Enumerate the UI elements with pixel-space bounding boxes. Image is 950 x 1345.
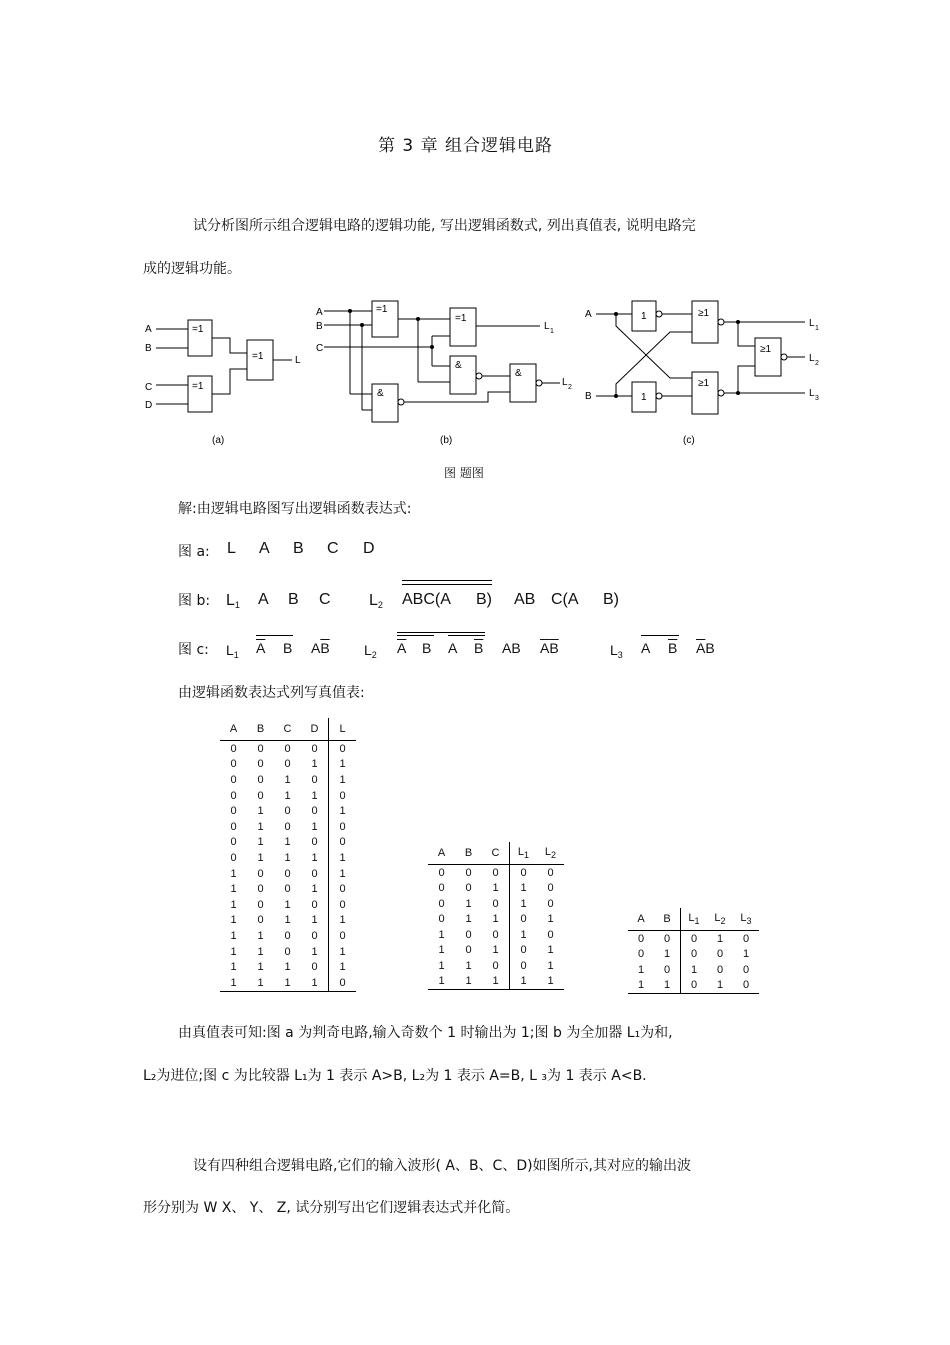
column-header: L — [329, 718, 357, 741]
fig-c-nor1-label: ≥1 — [698, 308, 710, 319]
fig-c-l2-overline-right — [448, 635, 485, 636]
circuit-diagram-c — [580, 296, 830, 450]
fig-b-expr1-b: B — [288, 591, 299, 608]
table-cell: 1 — [438, 928, 445, 941]
table-row — [428, 927, 564, 943]
column-header: B — [654, 908, 681, 931]
table-cell: 0 — [230, 773, 237, 786]
fig-c-output-l3-sub: 3 — [815, 395, 819, 402]
truth-table-a — [220, 718, 356, 992]
fig-b-expr1-a: A — [258, 591, 269, 608]
table-cell: 0 — [742, 932, 750, 945]
column-header: $L_2$ — [707, 908, 733, 931]
fig-c-l1-overline — [256, 635, 293, 636]
table-row — [428, 896, 564, 912]
truth-table-intro: 由逻辑函数表达式列写真值表: — [178, 685, 365, 701]
table-cell: 0 — [465, 944, 472, 957]
table-cell: 1 — [284, 914, 291, 927]
table-cell: 0 — [230, 836, 237, 849]
table-cell: 1 — [284, 836, 291, 849]
table-row — [220, 772, 356, 788]
fig-c-l3-a: A — [641, 640, 651, 656]
fig-c-l3-term2: $\overline{A}B$ — [696, 640, 715, 656]
table-cell: 1 — [257, 945, 264, 958]
fig-b-expr2-term1-tail: B) — [476, 591, 492, 608]
table-row — [220, 928, 356, 944]
table-cell: 1 — [329, 850, 357, 866]
table-cell: 0 — [681, 947, 708, 963]
fig-b-expr2-overline-outer — [402, 580, 492, 581]
fig-c-caption: (c) — [683, 435, 695, 446]
circuit-diagram-a — [140, 310, 310, 450]
table-cell: 0 — [311, 929, 318, 942]
fig-c-input-a: A — [585, 309, 592, 320]
table-cell: 1 — [482, 974, 510, 990]
table-row — [220, 959, 356, 975]
table-cell: 0 — [637, 932, 645, 945]
table-cell: 1 — [547, 913, 554, 926]
table-cell: 1 — [329, 772, 357, 788]
table-cell: 1 — [284, 898, 291, 911]
figure-caption: 图 题图 — [444, 466, 484, 480]
fig-c-output-l1-sub: 1 — [815, 325, 819, 332]
solution-intro: 解:由逻辑电路图写出逻辑函数表达式: — [178, 501, 412, 517]
fig-a-expr-l: L — [227, 540, 236, 557]
table-cell: 0 — [329, 741, 357, 757]
fig-a-expr-d: D — [363, 540, 375, 557]
table-cell: 1 — [230, 914, 237, 927]
column-header: $L_1$ — [681, 908, 708, 931]
fig-b-output-l1-sub: 1 — [550, 328, 554, 335]
table-cell: 0 — [284, 929, 291, 942]
table-row — [220, 913, 356, 929]
table-cell: 0 — [329, 975, 357, 991]
fig-b-expr2-term1: ABC(A — [402, 591, 451, 608]
table-row — [220, 897, 356, 913]
table-cell: 1 — [230, 867, 237, 880]
fig-c-l2-overline-left — [397, 635, 434, 636]
table-row — [220, 835, 356, 851]
table-cell: 1 — [329, 757, 357, 773]
table-cell: 1 — [465, 897, 472, 910]
table-row — [220, 881, 356, 897]
fig-b-expr-label: 图 b: — [178, 593, 211, 609]
fig-c-l1-term2: $A\overline{B}$ — [311, 640, 330, 656]
fig-a-expr-c: C — [327, 540, 339, 557]
table-row — [220, 819, 356, 835]
column-header: D — [301, 718, 329, 741]
table-cell: 1 — [311, 758, 318, 771]
table-cell: 1 — [681, 962, 708, 978]
fig-b-expr2-b: B) — [603, 591, 619, 608]
table-cell: 1 — [547, 944, 554, 957]
table-cell: 0 — [663, 963, 671, 976]
table-cell: 1 — [230, 961, 237, 974]
fig-c-not2-label: 1 — [641, 392, 647, 403]
table-cell: 0 — [311, 867, 318, 880]
fig-c-expr-label: 图 c: — [178, 642, 209, 658]
table-cell: 1 — [284, 789, 291, 802]
table-cell: 0 — [230, 820, 237, 833]
table-row — [220, 944, 356, 960]
table-row — [428, 958, 564, 974]
table-row — [220, 803, 356, 819]
table-cell: 0 — [510, 943, 538, 959]
table-cell: 1 — [257, 961, 264, 974]
fig-c-l3-overline — [641, 635, 679, 636]
fig-c-input-b: B — [585, 391, 592, 402]
table-cell: 1 — [257, 820, 264, 833]
table-cell: 0 — [257, 914, 264, 927]
table-cell: 1 — [510, 896, 538, 912]
table-cell: 0 — [492, 928, 499, 941]
table-cell: 0 — [438, 866, 445, 879]
table-row — [428, 912, 564, 928]
table-cell: 1 — [707, 978, 733, 994]
table-cell: 0 — [311, 742, 318, 755]
table-cell: 0 — [438, 882, 445, 895]
table-cell: 0 — [465, 866, 472, 879]
table-row — [628, 978, 759, 994]
table-cell: 0 — [329, 897, 357, 913]
fig-b-expr2-overline-inner — [402, 584, 492, 585]
truth-table-b — [428, 842, 564, 990]
table-cell: 1 — [510, 974, 538, 990]
fig-c-l3-b: $\overline{B}$ — [668, 640, 678, 656]
column-header: C — [482, 842, 510, 865]
table-row — [220, 975, 356, 991]
table-cell: 1 — [537, 974, 564, 990]
table-cell: 1 — [311, 820, 318, 833]
table-cell: 0 — [284, 742, 291, 755]
column-header: $L_3$ — [733, 908, 759, 931]
fig-c-l2-b: B — [422, 640, 432, 656]
fig-b-expr2-ca: C(A — [551, 591, 579, 608]
table-cell: 1 — [230, 883, 237, 896]
problem1-line2: 成的逻辑功能。 — [143, 261, 241, 277]
table-row — [428, 881, 564, 897]
fig-c-not1-label: 1 — [641, 311, 647, 322]
fig-b-expr1-c: C — [319, 591, 331, 608]
table-cell: 1 — [311, 914, 318, 927]
fig-a-expr-b: B — [293, 540, 304, 557]
fig-b-caption: (b) — [440, 435, 453, 446]
table-cell: 0 — [547, 928, 554, 941]
table-cell: 1 — [628, 978, 654, 994]
table-cell: 0 — [311, 961, 318, 974]
table-cell: 0 — [284, 945, 291, 958]
fig-c-l1-a: $\overline{A}$ — [256, 640, 266, 656]
table-cell: 0 — [311, 836, 318, 849]
table-cell: 1 — [257, 805, 264, 818]
table-cell: 1 — [230, 945, 237, 958]
fig-b-xor2-label: =1 — [455, 313, 467, 324]
table-cell: 1 — [257, 836, 264, 849]
fig-a-expr-a: A — [259, 540, 270, 557]
table-cell: 0 — [492, 897, 499, 910]
table-cell: 0 — [311, 805, 318, 818]
table-cell: 0 — [257, 789, 264, 802]
table-cell: 1 — [311, 789, 318, 802]
fig-a-gate1-label: =1 — [192, 324, 204, 335]
table-cell: 0 — [284, 867, 291, 880]
table-cell: 1 — [311, 883, 318, 896]
table-cell: 0 — [733, 978, 759, 994]
fig-a-expr-label: 图 a: — [178, 544, 210, 560]
table-cell: 1 — [654, 978, 681, 994]
table-cell: 0 — [329, 819, 357, 835]
table-cell: 1 — [311, 851, 318, 864]
fig-c-l2-a: $\overline{A}$ — [397, 640, 407, 656]
fig-c-output-l2: L — [809, 353, 815, 364]
table-cell: 1 — [257, 851, 264, 864]
fig-c-l2-abbar: $\overline{A}\overline{B}$ — [540, 640, 559, 656]
table-cell: 0 — [230, 805, 237, 818]
table-cell: 0 — [438, 913, 445, 926]
table-row — [628, 962, 759, 978]
fig-a-output: L — [295, 355, 301, 366]
fig-a-input-b: B — [145, 343, 152, 354]
table-cell: 1 — [492, 913, 499, 926]
table-cell: 1 — [257, 929, 264, 942]
fig-a-input-a: A — [145, 324, 152, 335]
table-row — [428, 865, 564, 881]
table-cell: 0 — [663, 932, 671, 945]
table-cell: 1 — [455, 974, 482, 990]
fig-c-l2-ab: AB — [502, 640, 521, 656]
table-cell: 0 — [230, 851, 237, 864]
table-cell: 0 — [257, 773, 264, 786]
table-cell: 0 — [742, 963, 750, 976]
column-header: C — [274, 718, 301, 741]
fig-b-expr-l2: $L_2$ — [369, 592, 383, 610]
table-cell: 0 — [284, 758, 291, 771]
column-header: $L_1$ — [510, 842, 538, 865]
fig-a-gate3-label: =1 — [252, 351, 264, 362]
table-cell: 0 — [257, 867, 264, 880]
table-cell: 1 — [428, 974, 455, 990]
fig-b-expr2-ab: AB — [514, 591, 536, 608]
table-cell: 0 — [681, 978, 708, 994]
column-header: A — [628, 908, 654, 931]
table-cell: 1 — [438, 959, 445, 972]
table-cell: 0 — [257, 883, 264, 896]
table-cell: 1 — [329, 944, 357, 960]
fig-c-nor2-label: ≥1 — [698, 378, 710, 389]
problem1-line1: 试分析图所示组合逻辑电路的逻辑功能, 写出逻辑函数式, 列出真值表, 说明电路完 — [193, 218, 696, 234]
table-cell: 0 — [492, 959, 499, 972]
table-cell: 0 — [311, 898, 318, 911]
table-cell: 1 — [220, 975, 247, 991]
problem2-line1: 设有四种组合逻辑电路,它们的输入波形( A、B、C、D)如图所示,其对应的输出波 — [193, 1158, 692, 1174]
table-cell: 1 — [329, 866, 357, 882]
fig-c-expr-l1: $L_1$ — [226, 642, 239, 660]
table-row — [220, 788, 356, 804]
table-cell: 0 — [547, 866, 554, 879]
fig-b-and3-label: & — [515, 368, 522, 379]
table-row — [220, 741, 356, 757]
table-cell: 0 — [257, 758, 264, 771]
problem2-line2: 形分别为 W X、 Y、 Z, 试分别写出它们逻辑表达式并化简。 — [143, 1200, 520, 1216]
table-cell: 1 — [230, 929, 237, 942]
table-cell: 1 — [742, 948, 750, 961]
table-cell: 0 — [510, 865, 538, 881]
table-cell: 0 — [547, 882, 554, 895]
fig-b-and2-label: & — [377, 388, 384, 399]
table-cell: 0 — [284, 805, 291, 818]
table-cell: 0 — [465, 882, 472, 895]
column-header: B — [455, 842, 482, 865]
table-cell: 1 — [311, 945, 318, 958]
table-cell: 1 — [438, 944, 445, 957]
table-cell: 0 — [716, 963, 724, 976]
fig-b-output-l1: L — [544, 321, 550, 332]
table-cell: 1 — [547, 959, 554, 972]
circuit-diagram-b — [312, 296, 582, 450]
table-cell: 1 — [284, 773, 291, 786]
table-cell: 0 — [284, 883, 291, 896]
fig-c-output-l1: L — [809, 318, 815, 329]
fig-c-l2-overline-outer — [397, 632, 485, 633]
table-cell: 1 — [716, 932, 724, 945]
table-cell: 0 — [284, 820, 291, 833]
table-row — [428, 943, 564, 959]
fig-b-output-l2: L — [562, 377, 568, 388]
table-cell: 0 — [329, 928, 357, 944]
table-cell: 1 — [637, 963, 645, 976]
fig-c-expr-l2: $L_2$ — [364, 642, 377, 660]
fig-c-nor3-label: ≥1 — [760, 344, 772, 355]
table-cell: 0 — [510, 912, 538, 928]
table-cell: 1 — [274, 975, 301, 991]
table-cell: 1 — [492, 882, 499, 895]
table-row — [628, 931, 759, 947]
table-row — [428, 974, 564, 990]
table-cell: 0 — [257, 898, 264, 911]
table-cell: 1 — [301, 975, 329, 991]
table-cell: 0 — [681, 931, 708, 947]
table-cell: 1 — [329, 959, 357, 975]
table-cell: 0 — [230, 758, 237, 771]
table-row — [628, 947, 759, 963]
table-cell: 0 — [637, 948, 645, 961]
table-cell: 0 — [329, 835, 357, 851]
table-cell: 0 — [465, 928, 472, 941]
truth-table-c — [628, 908, 759, 994]
conclusion-line2: L₂为进位;图 c 为比较器 L₁为 1 表示 A>B, L₂为 1 表示 A=B, L ₃为 1 表示 A<B. — [143, 1068, 647, 1084]
fig-c-l2-a2: A — [448, 640, 458, 656]
fig-b-input-b: B — [316, 321, 323, 332]
table-cell: 1 — [510, 927, 538, 943]
column-header: $L_2$ — [537, 842, 564, 865]
table-cell: 1 — [230, 898, 237, 911]
table-cell: 1 — [465, 913, 472, 926]
table-row — [220, 850, 356, 866]
fig-b-input-c: C — [316, 343, 324, 354]
table-cell: 0 — [510, 958, 538, 974]
fig-a-gate2-label: =1 — [192, 381, 204, 392]
column-header: A — [220, 718, 247, 741]
table-cell: 1 — [663, 948, 671, 961]
table-cell: 1 — [465, 959, 472, 972]
column-header: B — [247, 718, 274, 741]
conclusion-line1: 由真值表可知:图 a 为判奇电路,输入奇数个 1 时输出为 1;图 b 为全加器 L₁为和, — [178, 1025, 673, 1041]
fig-b-and1-label: & — [455, 360, 462, 371]
table-cell: 0 — [547, 897, 554, 910]
table-cell: 1 — [247, 975, 274, 991]
table-cell: 1 — [284, 961, 291, 974]
fig-a-input-c: C — [145, 382, 153, 393]
table-cell: 0 — [329, 881, 357, 897]
fig-b-xor1-label: =1 — [376, 304, 388, 315]
table-cell: 0 — [438, 897, 445, 910]
fig-b-input-a: A — [316, 307, 323, 318]
fig-c-l1-b: B — [283, 640, 293, 656]
table-cell: 1 — [329, 913, 357, 929]
fig-c-l2-b2: $\overline{B}$ — [474, 640, 484, 656]
fig-c-output-l3: L — [809, 388, 815, 399]
fig-a-input-d: D — [145, 400, 153, 411]
table-cell: 1 — [492, 944, 499, 957]
fig-b-expr-l1: $L_1$ — [226, 592, 240, 610]
chapter-title: 第 3 章 组合逻辑电路 — [378, 136, 554, 156]
table-cell: 1 — [329, 803, 357, 819]
table-row — [220, 866, 356, 882]
table-cell: 1 — [510, 881, 538, 897]
table-cell: 0 — [329, 788, 357, 804]
table-cell: 0 — [257, 742, 264, 755]
table-cell: 0 — [230, 789, 237, 802]
table-cell: 0 — [492, 866, 499, 879]
fig-c-expr-l3: $L_3$ — [610, 642, 623, 660]
fig-b-output-l2-sub: 2 — [568, 384, 572, 391]
fig-c-output-l2-sub: 2 — [815, 360, 819, 367]
table-cell: 1 — [284, 851, 291, 864]
table-cell: 0 — [311, 773, 318, 786]
fig-a-caption: (a) — [212, 435, 225, 446]
table-cell: 0 — [230, 742, 237, 755]
table-row — [220, 757, 356, 773]
table-cell: 0 — [716, 948, 724, 961]
column-header: A — [428, 842, 455, 865]
